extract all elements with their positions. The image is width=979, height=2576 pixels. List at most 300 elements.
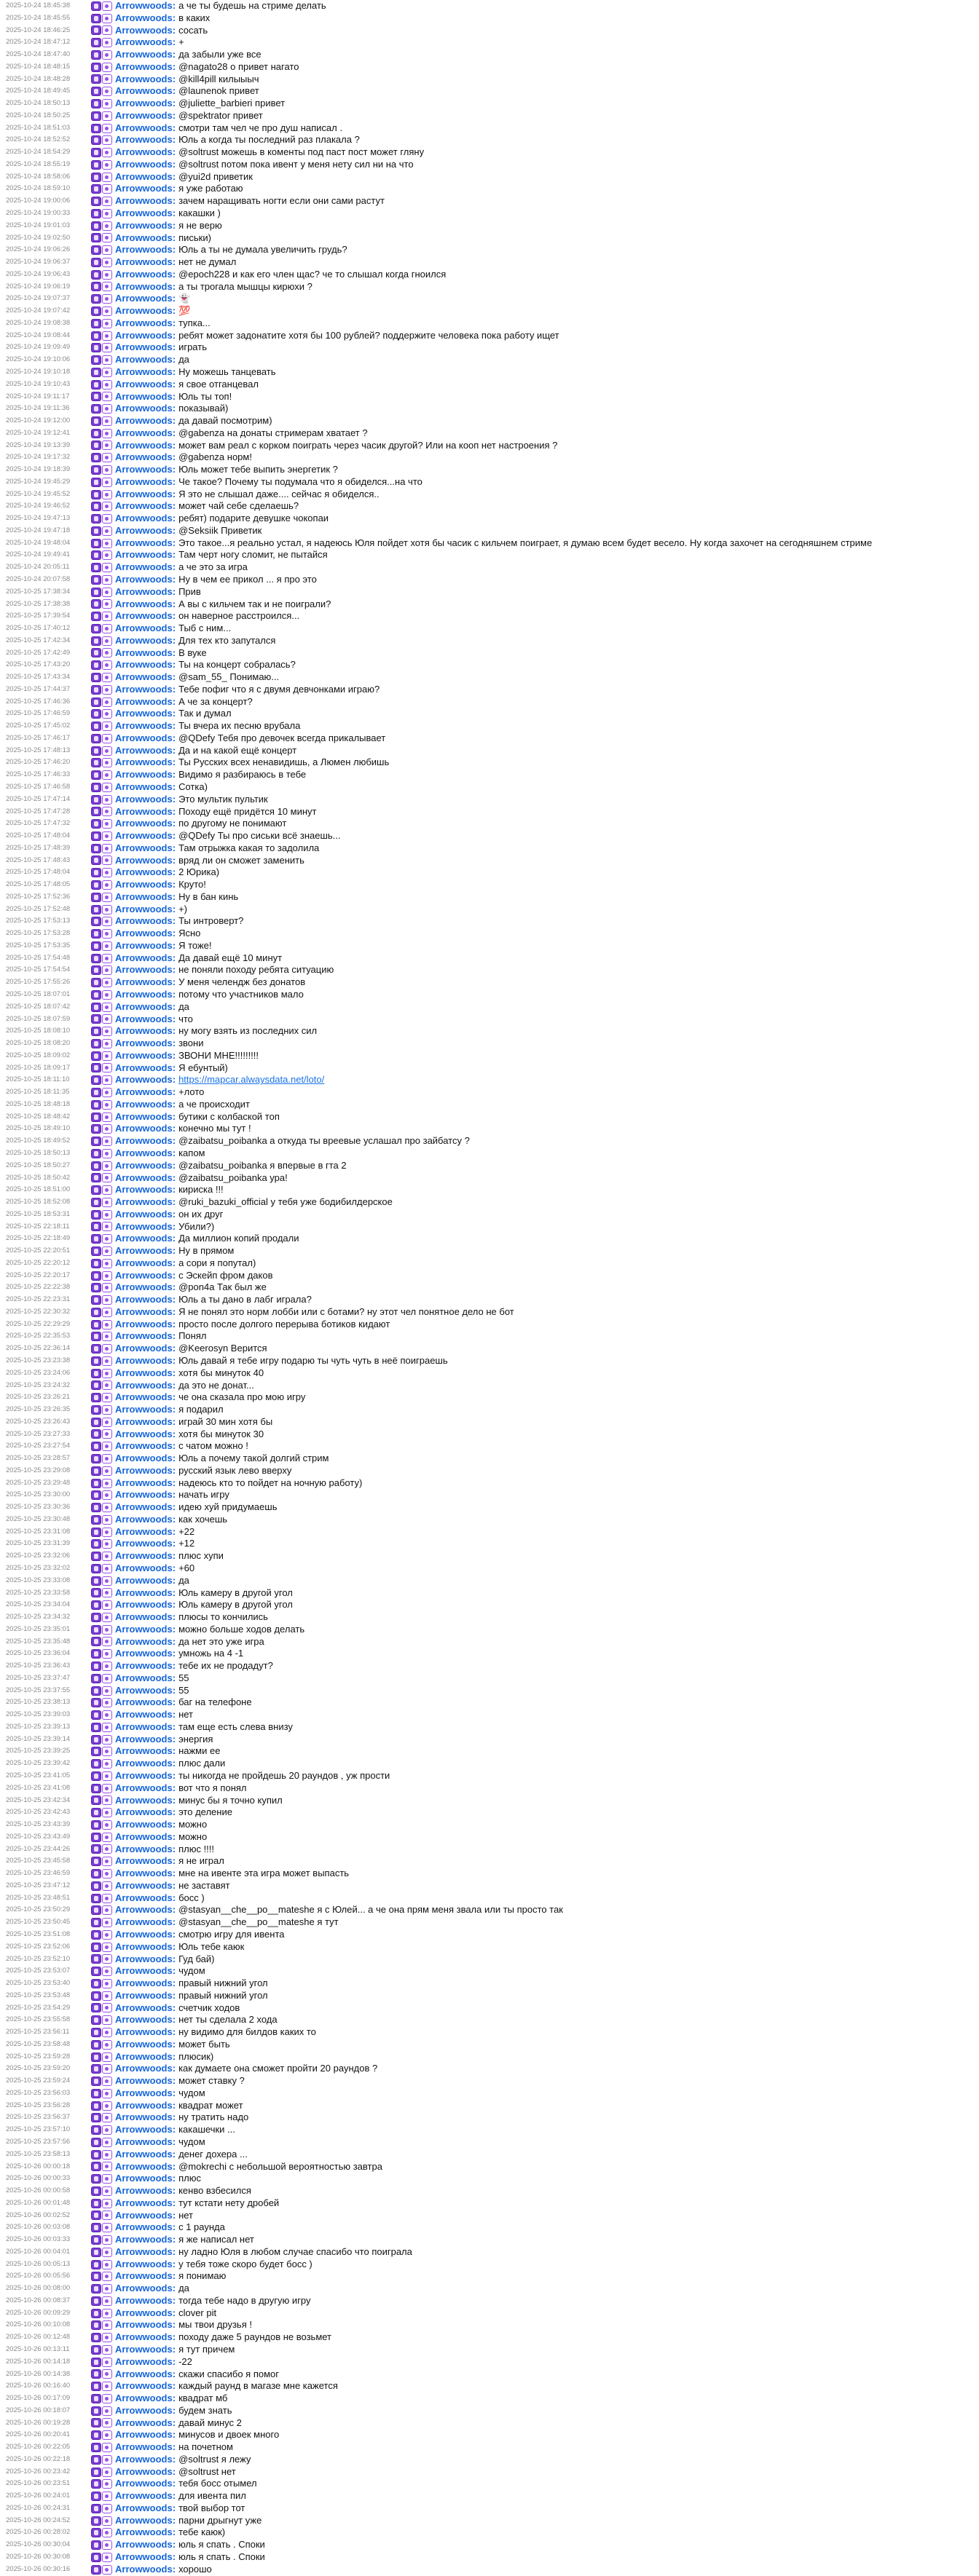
message-username[interactable]: Arrowwoods [115, 1696, 173, 1708]
message-username[interactable]: Arrowwoods [115, 1415, 173, 1427]
message-text: да нет это уже игра [178, 1635, 264, 1647]
message-username[interactable]: Arrowwoods [115, 427, 173, 438]
message-username[interactable]: Arrowwoods [115, 1098, 173, 1110]
message-text: просто после долгого перерыва ботиков кидают [178, 1318, 390, 1330]
moderator-badge-icon [91, 111, 101, 121]
message-username[interactable]: Arrowwoods [115, 549, 173, 561]
moderator-badge-icon [91, 1515, 101, 1525]
message-username[interactable]: Arrowwoods [115, 683, 173, 695]
message-username[interactable]: Arrowwoods [115, 1208, 173, 1220]
message-username[interactable]: Arrowwoods [115, 1464, 173, 1476]
message-username[interactable]: Arrowwoods [115, 1159, 173, 1171]
chat-message-row [6, 647, 973, 660]
message-username[interactable]: Arrowwoods [115, 928, 173, 939]
message-text: +22 [178, 1525, 195, 1537]
message-username[interactable]: Arrowwoods [115, 500, 173, 512]
moderator-badge-icon [91, 2223, 101, 2232]
message-username[interactable]: Arrowwoods [115, 1074, 173, 1086]
message-username[interactable]: Arrowwoods [115, 1489, 173, 1501]
message-username[interactable]: Arrowwoods [115, 890, 173, 902]
chat-message-row [6, 12, 973, 25]
chat-message-row [6, 1270, 973, 1282]
message-username[interactable]: Arrowwoods [115, 1354, 173, 1366]
message-username[interactable]: Arrowwoods [115, 488, 173, 499]
message-username[interactable]: Arrowwoods [115, 659, 173, 671]
message-username[interactable]: Arrowwoods [115, 1709, 173, 1720]
message-username[interactable]: Arrowwoods [115, 1928, 173, 1940]
message-username[interactable]: Arrowwoods [115, 232, 173, 243]
username-separator: : [172, 1062, 176, 1073]
moderator-badge-icon [91, 2333, 101, 2342]
message-username[interactable]: Arrowwoods [115, 1916, 173, 1928]
message-username[interactable]: Arrowwoods [115, 2283, 173, 2294]
message-username[interactable]: Arrowwoods [115, 2038, 173, 2050]
message-username[interactable]: Arrowwoods [115, 623, 173, 634]
message-username[interactable]: Arrowwoods [115, 1733, 173, 1745]
message-username[interactable]: Arrowwoods [115, 1562, 173, 1573]
message-username[interactable]: Arrowwoods [115, 1404, 173, 1415]
username-separator: : [172, 879, 176, 890]
message-username[interactable]: Arrowwoods [115, 2417, 173, 2428]
message-username[interactable]: Arrowwoods [115, 2331, 173, 2343]
message-username[interactable]: Arrowwoods [115, 1904, 173, 1916]
message-username[interactable]: Arrowwoods [115, 2136, 173, 2147]
message-username[interactable]: Arrowwoods [115, 208, 173, 219]
message-username[interactable]: Arrowwoods [115, 2014, 173, 2026]
message-timestamp: 2025-10-24 19:10:43 [6, 379, 71, 388]
chat-message-row [6, 354, 973, 366]
message-username[interactable]: Arrowwoods [115, 2539, 173, 2551]
moderator-badge-icon [91, 770, 101, 780]
chat-message-row [6, 756, 973, 769]
message-username[interactable]: Arrowwoods [115, 903, 173, 914]
message-username[interactable]: Arrowwoods [115, 1819, 173, 1830]
message-username[interactable]: Arrowwoods [115, 49, 173, 60]
username-separator: : [172, 2393, 176, 2404]
chat-message-row [6, 708, 973, 720]
message-username[interactable]: Arrowwoods [115, 708, 173, 719]
message-username[interactable]: Arrowwoods [115, 854, 173, 866]
message-username[interactable]: Arrowwoods [115, 2563, 173, 2575]
message-timestamp: 2025-10-25 23:33:58 [6, 1588, 71, 1597]
message-username[interactable]: Arrowwoods [115, 2063, 173, 2074]
message-username[interactable]: Arrowwoods [115, 1806, 173, 1818]
message-username[interactable]: Arrowwoods [115, 2404, 173, 2416]
message-username[interactable]: Arrowwoods [115, 866, 173, 878]
message-username[interactable]: Arrowwoods [115, 2441, 173, 2453]
message-username[interactable]: Arrowwoods [115, 439, 173, 451]
message-username[interactable]: Arrowwoods [115, 2270, 173, 2282]
message-username[interactable]: Arrowwoods [115, 1184, 173, 1196]
message-username[interactable]: Arrowwoods [115, 2087, 173, 2098]
message-username[interactable]: Arrowwoods [115, 830, 173, 842]
message-username[interactable]: Arrowwoods [115, 2245, 173, 2257]
message-username[interactable]: Arrowwoods [115, 1257, 173, 1268]
message-username[interactable]: Arrowwoods [115, 122, 173, 133]
message-username[interactable]: Arrowwoods [115, 1965, 173, 1977]
subscriber-badge-icon [102, 1259, 112, 1268]
message-username[interactable]: Arrowwoods [115, 73, 173, 84]
message-username[interactable]: Arrowwoods [115, 976, 173, 988]
subscriber-badge-icon [102, 355, 112, 365]
message-username[interactable]: Arrowwoods [115, 720, 173, 732]
chat-message-row [6, 866, 973, 879]
message-username[interactable]: Arrowwoods [115, 2173, 173, 2184]
chat-message-row [6, 1221, 973, 1233]
message-username[interactable]: Arrowwoods [115, 1233, 173, 1244]
message-username[interactable]: Arrowwoods [115, 2319, 173, 2331]
message-username[interactable]: Arrowwoods [115, 2478, 173, 2489]
message-username[interactable]: Arrowwoods [115, 561, 173, 573]
message-username[interactable]: Arrowwoods [115, 2099, 173, 2111]
message-text: тебе их не продадут? [178, 1660, 273, 1672]
chat-message-row [6, 1587, 973, 1600]
message-username[interactable]: Arrowwoods [115, 1220, 173, 1232]
message-username[interactable]: Arrowwoods [115, 1720, 173, 1732]
message-username[interactable]: Arrowwoods [115, 805, 173, 817]
message-username[interactable]: Arrowwoods [115, 513, 173, 524]
message-username[interactable]: Arrowwoods [115, 1172, 173, 1183]
message-username[interactable]: Arrowwoods [115, 2050, 173, 2062]
message-username[interactable]: Arrowwoods [115, 1367, 173, 1378]
message-username[interactable]: Arrowwoods [115, 2185, 173, 2197]
message-username[interactable]: Arrowwoods [115, 158, 173, 170]
message-username[interactable]: Arrowwoods [115, 1049, 173, 1061]
message-username[interactable]: Arrowwoods [115, 634, 173, 646]
message-username[interactable]: Arrowwoods [115, 85, 173, 97]
message-timestamp: 2025-10-25 22:20:12 [6, 1258, 71, 1267]
moderator-badge-icon [91, 1283, 101, 1292]
message-username[interactable]: Arrowwoods [115, 415, 173, 427]
message-username[interactable]: Arrowwoods [115, 2209, 173, 2221]
message-timestamp: 2025-10-25 23:55:58 [6, 2015, 71, 2024]
message-username[interactable]: Arrowwoods [115, 1978, 173, 1989]
chat-message-row [6, 1196, 973, 1209]
message-username[interactable]: Arrowwoods [115, 2148, 173, 2160]
message-username[interactable]: Arrowwoods [115, 2490, 173, 2502]
message-username[interactable]: Arrowwoods [115, 1281, 173, 1293]
message-username[interactable]: Arrowwoods [115, 1770, 173, 1782]
subscriber-badge-icon [102, 905, 112, 914]
message-username[interactable]: Arrowwoods [115, 2551, 173, 2563]
message-text: счетчик ходов [178, 2002, 240, 2013]
subscriber-badge-icon [102, 1881, 112, 1891]
message-username[interactable]: Arrowwoods [115, 964, 173, 976]
message-timestamp: 2025-10-25 17:52:48 [6, 904, 71, 913]
message-username[interactable]: Arrowwoods [115, 769, 173, 781]
username-separator: : [172, 1123, 176, 1134]
message-username[interactable]: Arrowwoods [115, 1782, 173, 1793]
message-username[interactable]: Arrowwoods [115, 1501, 173, 1513]
message-username[interactable]: Arrowwoods [115, 2514, 173, 2526]
message-username[interactable]: Arrowwoods [115, 2124, 173, 2136]
moderator-badge-icon [91, 1, 101, 11]
moderator-badge-icon [91, 990, 101, 1000]
message-username[interactable]: Arrowwoods [115, 647, 173, 658]
message-username[interactable]: Arrowwoods [115, 2502, 173, 2513]
message-username[interactable]: Arrowwoods [115, 2453, 173, 2465]
message-username[interactable]: Arrowwoods [115, 1855, 173, 1867]
message-username[interactable]: Arrowwoods [115, 1879, 173, 1891]
message-username[interactable]: Arrowwoods [115, 1830, 173, 1842]
moderator-badge-icon [91, 245, 101, 255]
message-timestamp: 2025-10-25 18:07:59 [6, 1014, 71, 1023]
message-username[interactable]: Arrowwoods [115, 195, 173, 207]
message-username[interactable]: Arrowwoods [115, 2234, 173, 2245]
message-username[interactable]: Arrowwoods [115, 2111, 173, 2123]
message-username[interactable]: Arrowwoods [115, 1062, 173, 1073]
message-username[interactable]: Arrowwoods [115, 1953, 173, 1964]
message-username[interactable]: Arrowwoods [115, 1000, 173, 1012]
message-username[interactable]: Arrowwoods [115, 1623, 173, 1635]
subscriber-badge-icon [102, 1759, 112, 1769]
message-username[interactable]: Arrowwoods [115, 2526, 173, 2538]
message-username[interactable]: Arrowwoods [115, 2026, 173, 2038]
username-separator: : [172, 830, 176, 842]
message-timestamp: 2025-10-26 00:23:51 [6, 2479, 71, 2488]
message-username[interactable]: Arrowwoods [115, 1453, 173, 1464]
message-username[interactable]: Arrowwoods [115, 1318, 173, 1330]
subscriber-badge-icon [102, 746, 112, 756]
message-username[interactable]: Arrowwoods [115, 109, 173, 121]
message-username[interactable]: Arrowwoods [115, 1672, 173, 1683]
message-timestamp: 2025-10-26 00:22:05 [6, 2443, 71, 2451]
message-username[interactable]: Arrowwoods [115, 573, 173, 585]
message-username[interactable]: Arrowwoods [115, 952, 173, 963]
message-username[interactable]: Arrowwoods [115, 939, 173, 951]
moderator-badge-icon [91, 844, 101, 853]
subscriber-badge-icon [102, 612, 112, 621]
message-username[interactable]: Arrowwoods [115, 60, 173, 72]
username-separator: : [172, 354, 176, 366]
message-username[interactable]: Arrowwoods [115, 1196, 173, 1208]
message-username[interactable]: Arrowwoods [115, 1269, 173, 1281]
message-username[interactable]: Arrowwoods [115, 1989, 173, 2001]
chat-message-row [6, 2283, 973, 2295]
message-username[interactable]: Arrowwoods [115, 2075, 173, 2087]
message-username[interactable]: Arrowwoods [115, 781, 173, 792]
message-username[interactable]: Arrowwoods [115, 1599, 173, 1611]
message-username[interactable]: Arrowwoods [115, 585, 173, 597]
message-username[interactable]: Arrowwoods [115, 1635, 173, 1647]
message-username[interactable]: Arrowwoods [115, 464, 173, 475]
message-username[interactable]: Arrowwoods [115, 2465, 173, 2477]
message-username[interactable]: Arrowwoods [115, 1794, 173, 1806]
message-username[interactable]: Arrowwoods [115, 354, 173, 366]
message-username[interactable]: Arrowwoods [115, 268, 173, 280]
message-username[interactable]: Arrowwoods [115, 1525, 173, 1537]
chat-message-row [6, 2185, 973, 2197]
message-username[interactable]: Arrowwoods [115, 2380, 173, 2392]
subscriber-badge-icon [102, 2260, 112, 2269]
message-username[interactable]: Arrowwoods [115, 219, 173, 231]
subscriber-badge-icon [102, 1564, 112, 1573]
message-username[interactable]: Arrowwoods [115, 695, 173, 707]
moderator-badge-icon [91, 74, 101, 84]
moderator-badge-icon [91, 2235, 101, 2245]
username-separator: : [172, 256, 176, 268]
message-username[interactable]: Arrowwoods [115, 1940, 173, 1952]
moderator-badge-icon [91, 868, 101, 877]
message-username[interactable]: Arrowwoods [115, 818, 173, 829]
username-separator: : [172, 1379, 176, 1391]
message-username[interactable]: Arrowwoods [115, 256, 173, 268]
message-username[interactable]: Arrowwoods [115, 1477, 173, 1488]
message-username[interactable]: Arrowwoods [115, 1660, 173, 1672]
subscriber-badge-icon [102, 2528, 112, 2537]
message-username[interactable]: Arrowwoods [115, 2002, 173, 2013]
message-text: тогда тебе надо в другую игру [178, 2294, 311, 2306]
message-username[interactable]: Arrowwoods [115, 2258, 173, 2269]
message-username[interactable]: Arrowwoods [115, 12, 173, 23]
message-username[interactable]: Arrowwoods [115, 1758, 173, 1769]
message-text: квадрат может [178, 2099, 243, 2111]
message-username[interactable]: Arrowwoods [115, 1868, 173, 1879]
message-username[interactable]: Arrowwoods [115, 793, 173, 805]
message-username[interactable]: Arrowwoods [115, 305, 173, 317]
message-username[interactable]: Arrowwoods [115, 1123, 173, 1134]
message-username[interactable]: Arrowwoods [115, 403, 173, 414]
message-username[interactable]: Arrowwoods [115, 1391, 173, 1403]
message-username[interactable]: Arrowwoods [115, 2344, 173, 2355]
message-username[interactable]: Arrowwoods [115, 1550, 173, 1562]
moderator-badge-icon [91, 588, 101, 597]
message-username[interactable]: Arrowwoods [115, 524, 173, 536]
message-username[interactable]: Arrowwoods [115, 1025, 173, 1037]
message-text: денег дохера ... [178, 2148, 248, 2160]
message-username[interactable]: Arrowwoods [115, 756, 173, 768]
message-username[interactable]: Arrowwoods [115, 989, 173, 1000]
moderator-badge-icon [91, 1320, 101, 1330]
message-username[interactable]: Arrowwoods [115, 1440, 173, 1452]
chat-message-row [6, 2441, 973, 2454]
message-username[interactable]: Arrowwoods [115, 1843, 173, 1854]
message-username[interactable]: Arrowwoods [115, 1086, 173, 1098]
username-separator: : [172, 1989, 176, 2001]
message-username[interactable]: Arrowwoods [115, 341, 173, 353]
message-text: @epoch228 и как его член щас? че то слышал когда гноился [178, 268, 447, 280]
message-username[interactable]: Arrowwoods [115, 170, 173, 182]
message-username[interactable]: Arrowwoods [115, 146, 173, 158]
message-username[interactable]: Arrowwoods [115, 598, 173, 609]
moderator-badge-icon [91, 270, 101, 280]
message-username[interactable]: Arrowwoods [115, 1574, 173, 1586]
message-username[interactable]: Arrowwoods [115, 671, 173, 683]
message-username[interactable]: Arrowwoods [115, 24, 173, 36]
message-username[interactable]: Arrowwoods [115, 2368, 173, 2379]
message-username[interactable]: Arrowwoods [115, 1135, 173, 1147]
message-username[interactable]: Arrowwoods [115, 1892, 173, 1903]
moderator-badge-icon [91, 978, 101, 987]
message-username[interactable]: Arrowwoods [115, 915, 173, 927]
message-username[interactable]: Arrowwoods [115, 2355, 173, 2367]
message-username[interactable]: Arrowwoods [115, 610, 173, 622]
message-username[interactable]: Arrowwoods [115, 537, 173, 548]
message-username[interactable]: Arrowwoods [115, 2197, 173, 2208]
message-username[interactable]: Arrowwoods [115, 1428, 173, 1439]
message-username[interactable]: Arrowwoods [115, 1745, 173, 1757]
chat-message-row [6, 2210, 973, 2222]
message-username[interactable]: Arrowwoods [115, 1038, 173, 1049]
message-text: clover pit [178, 2307, 217, 2318]
message-username[interactable]: Arrowwoods [115, 36, 173, 48]
message-username[interactable]: Arrowwoods [115, 0, 173, 11]
message-text: на почетном [178, 2441, 233, 2453]
message-username[interactable]: Arrowwoods [115, 1147, 173, 1158]
subscriber-badge-icon [102, 1674, 112, 1683]
username-separator: : [172, 1391, 176, 1403]
moderator-badge-icon [91, 2260, 101, 2269]
message-username[interactable]: Arrowwoods [115, 744, 173, 756]
message-username[interactable]: Arrowwoods [115, 378, 173, 390]
message-username[interactable]: Arrowwoods [115, 1330, 173, 1342]
message-username[interactable]: Arrowwoods [115, 317, 173, 328]
message-username[interactable]: Arrowwoods [115, 451, 173, 463]
message-timestamp: 2025-10-24 19:45:52 [6, 489, 71, 498]
message-username[interactable]: Arrowwoods [115, 1379, 173, 1391]
message-username[interactable]: Arrowwoods [115, 244, 173, 256]
message-username[interactable]: Arrowwoods [115, 293, 173, 304]
message-username[interactable]: Arrowwoods [115, 1648, 173, 1659]
message-username[interactable]: Arrowwoods [115, 1684, 173, 1696]
message-text: ребят) подарите девушке чокопаи [178, 513, 329, 524]
chat-message-row [6, 269, 973, 281]
message-username[interactable]: Arrowwoods [115, 1538, 173, 1549]
message-username[interactable]: Arrowwoods [115, 134, 173, 146]
message-username[interactable]: Arrowwoods [115, 2393, 173, 2404]
message-username[interactable]: Arrowwoods [115, 879, 173, 890]
moderator-badge-icon [91, 440, 101, 450]
subscriber-badge-icon [102, 758, 112, 767]
username-separator: : [172, 2026, 176, 2038]
message-username[interactable]: Arrowwoods [115, 98, 173, 109]
message-username[interactable]: Arrowwoods [115, 842, 173, 853]
moderator-badge-icon [91, 1490, 101, 1500]
message-username[interactable]: Arrowwoods [115, 1305, 173, 1317]
message-username[interactable]: Arrowwoods [115, 1013, 173, 1024]
message-text: показывай) [178, 403, 229, 414]
message-username[interactable]: Arrowwoods [115, 2307, 173, 2318]
moderator-badge-icon [91, 2540, 101, 2550]
message-username[interactable]: Arrowwoods [115, 390, 173, 402]
message-username[interactable]: Arrowwoods [115, 183, 173, 194]
message-username[interactable]: Arrowwoods [115, 366, 173, 377]
message-text: Тебе пофиг что я с двумя девчонками играю? [178, 683, 380, 695]
message-username[interactable]: Arrowwoods [115, 1343, 173, 1354]
message-username[interactable]: Arrowwoods [115, 1245, 173, 1257]
subscriber-badge-icon [102, 1662, 112, 1671]
moderator-badge-icon [91, 636, 101, 646]
chat-message-row [6, 317, 973, 330]
message-username[interactable]: Arrowwoods [115, 1294, 173, 1305]
message-username[interactable]: Arrowwoods [115, 2429, 173, 2441]
message-username[interactable]: Arrowwoods [115, 2160, 173, 2172]
moderator-badge-icon [91, 2479, 101, 2489]
message-link[interactable]: https://mapcar.alwaysdata.net/loto/ [178, 1074, 325, 1086]
message-username[interactable]: Arrowwoods [115, 2221, 173, 2233]
message-username[interactable]: Arrowwoods [115, 280, 173, 292]
message-username[interactable]: Arrowwoods [115, 1110, 173, 1122]
message-username[interactable]: Arrowwoods [115, 1611, 173, 1623]
message-username[interactable]: Arrowwoods [115, 1587, 173, 1598]
message-username[interactable]: Arrowwoods [115, 2294, 173, 2306]
message-username[interactable]: Arrowwoods [115, 1513, 173, 1525]
message-timestamp: 2025-10-26 00:04:01 [6, 2247, 71, 2256]
subscriber-badge-icon [102, 2320, 112, 2330]
message-username[interactable]: Arrowwoods [115, 329, 173, 341]
message-username[interactable]: Arrowwoods [115, 475, 173, 487]
message-username[interactable]: Arrowwoods [115, 732, 173, 743]
